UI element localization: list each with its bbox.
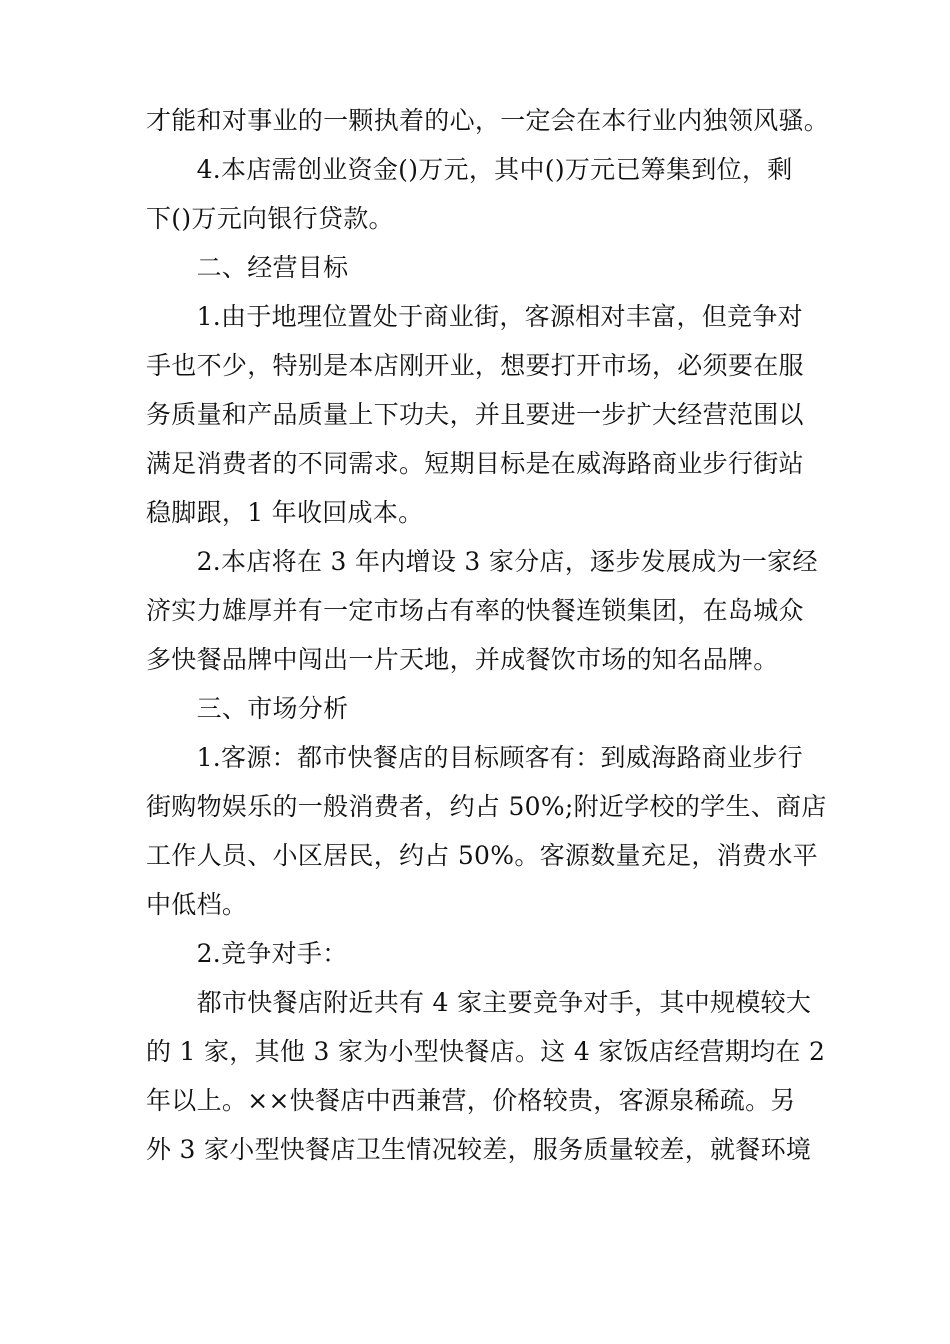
text-line: 2.本店将在 3 年内增设 3 家分店，逐步发展成为一家经 — [146, 547, 818, 576]
text-line: 中低档。 — [146, 890, 248, 919]
text-line: 都市快餐店附近共有 4 家主要竞争对手，其中规模较大 — [146, 988, 812, 1017]
text-line: 外 3 家小型快餐店卫生情况较差，服务质量较差，就餐环境 — [146, 1135, 812, 1164]
document-body — [146, 96, 830, 1174]
text-line: 街购物娱乐的一般消费者，约占 50%;附近学校的学生、商店 — [146, 792, 827, 821]
text-line: 下()万元向银行贷款。 — [146, 204, 394, 233]
text-line: 4.本店需创业资金()万元，其中()万元已筹集到位，剩 — [146, 155, 793, 184]
text-line: 2.竞争对手： — [146, 939, 348, 968]
text-line: 的 1 家，其他 3 家为小型快餐店。这 4 家饭店经营期均在 2 — [146, 1037, 826, 1066]
section-heading: 二、经营目标 — [146, 253, 349, 282]
text-line: 1.由于地理位置处于商业街，客源相对丰富，但竞争对 — [146, 302, 803, 331]
text-line: 工作人员、小区居民，约占 50%。客源数量充足，消费水平 — [146, 841, 818, 870]
text-line: 务质量和产品质量上下功夫，并且要进一步扩大经营范围以 — [146, 400, 804, 429]
text-line: 稳脚跟，1 年收回成本。 — [146, 498, 424, 527]
text-line: 1.客源：都市快餐店的目标顾客有：到威海路商业步行 — [146, 743, 803, 772]
text-line: 手也不少，特别是本店刚开业，想要打开市场，必须要在服 — [146, 351, 804, 380]
section-heading: 三、市场分析 — [146, 694, 349, 723]
text-line: 多快餐品牌中闯出一片天地，并成餐饮市场的知名品牌。 — [146, 645, 779, 674]
text-line: 济实力雄厚并有一定市场占有率的快餐连锁集团，在岛城众 — [146, 596, 804, 625]
text-line: 年以上。××快餐店中西兼营，价格较贵，客源泉稀疏。另 — [146, 1086, 796, 1115]
text-line: 才能和对事业的一颗执着的心，一定会在本行业内独领风骚。 — [146, 106, 830, 135]
text-line: 满足消费者的不同需求。短期目标是在威海路商业步行街站 — [146, 449, 804, 478]
